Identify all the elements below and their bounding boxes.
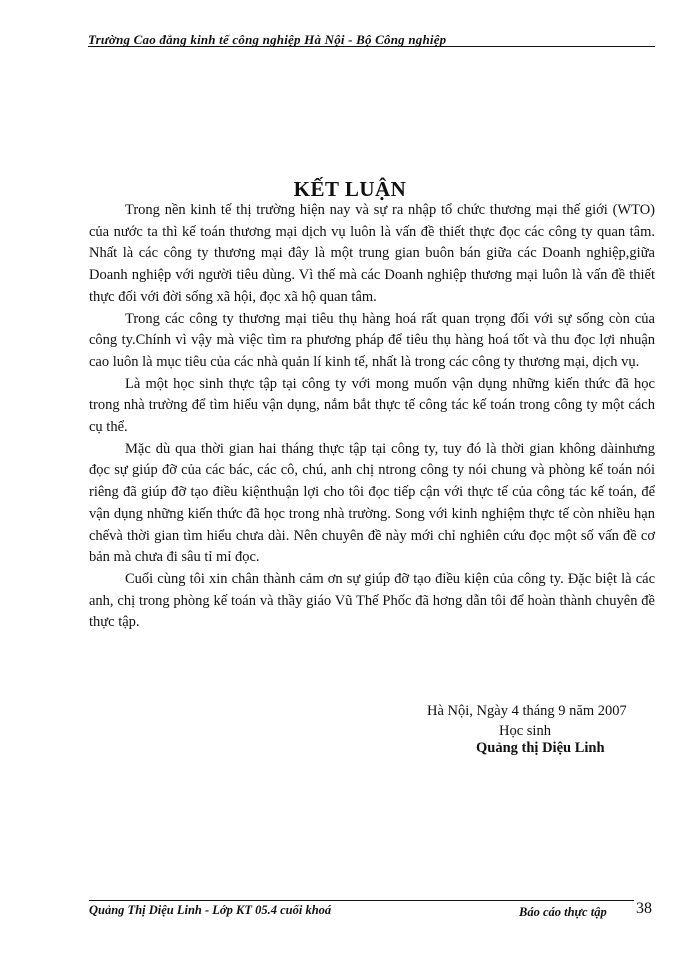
paragraph: Cuối cùng tôi xin chân thành cảm ơn sự giúp đỡ tạo điều kiện của công ty. Đặc biệt là các anh, chị trong phòng kế toán và thầy giáo Vũ Thế Phốc đã hơng dẫn tôi để hoàn thành chuyên đề thực tập. — [89, 570, 655, 631]
document-body — [89, 200, 655, 634]
signature-date: Hà Nội, Ngày 4 tháng 9 năm 2007 — [427, 703, 627, 719]
paragraph: Trong nền kinh tế thị trường hiện nay và sự ra nhập tổ chức thương mại thế giới (WTO) của nước ta thì kế toán thương mại dịch vụ luôn là vấn đề thiết thực đọc các công ty quan tâm. Nhất là các công ty thương mại đây là một trung gian buôn bán giữa các Doanh nghiệp,giữa Doanh nghiệp với người tiêu dùng. Vì thế mà các Doanh nghiệp thương mại luôn là vấn đề thiết thực đối với đời sống xã hội, đọc xã hộ quan tâm. — [89, 202, 655, 305]
page-title: KẾT LUẬN — [293, 177, 407, 201]
footer-rule — [89, 900, 634, 901]
paragraph: Mặc dù qua thời gian hai tháng thực tập tại công ty, tuy đó là thời gian không dàinhưng đọc sự giúp đỡ của các bác, các cô, chú, anh chị ntrong công ty nói chung và phòng kế toán nói riêng đã giúp đỡ tạo điều kiệnthuận lợi cho tôi đọc tiếp cận với thực tế của công tác kế toán, để vận dụng những kiến thức đã học trong nhà trường. Song với kinh nghiệm thực tế còn nhiều hạn chếvà thời gian tìm hiểu chưa dài. Nên chuyên đề này mới chỉ nghiên cứu đọc một số vấn đề cơ bản mà chưa đi sâu tỉ mỉ đọc. — [89, 440, 655, 566]
header-rule — [88, 46, 655, 47]
footer-author: Quảng Thị Diệu Linh - Lớp KT 05.4 cuối khoá — [89, 903, 332, 917]
paragraph: Là một học sinh thực tập tại công ty với mong muốn vận dụng những kiến thức đã học trong nhà trường để tìm hiểu vận dụng, nắm bắt thực tế công tác kế toán trong công ty một cách cụ thể. — [89, 375, 655, 436]
signature-role: Học sinh — [499, 723, 551, 739]
footer-report-title: Báo cáo thực tập — [519, 905, 607, 919]
page-number: 38 — [636, 900, 652, 917]
paragraph: Trong các công ty thương mại tiêu thụ hàng hoá rất quan trọng đối với sự sống còn của công ty.Chính vì vậy mà việc tìm ra phương pháp để tiêu thụ hàng hoá tốt và thu đọc lợi nhuận cao luôn là mục tiêu của các nhà quản lí kinh tế, nhất là trong các công ty thương mại, dịch vụ. — [89, 310, 655, 370]
page-header — [88, 32, 655, 48]
signature-name: Quảng thị Diệu Linh — [476, 740, 605, 756]
header-text: Trường Cao đẳng kinh tế công nghiệp Hà Nội - Bộ Công nghiệp — [88, 32, 447, 47]
